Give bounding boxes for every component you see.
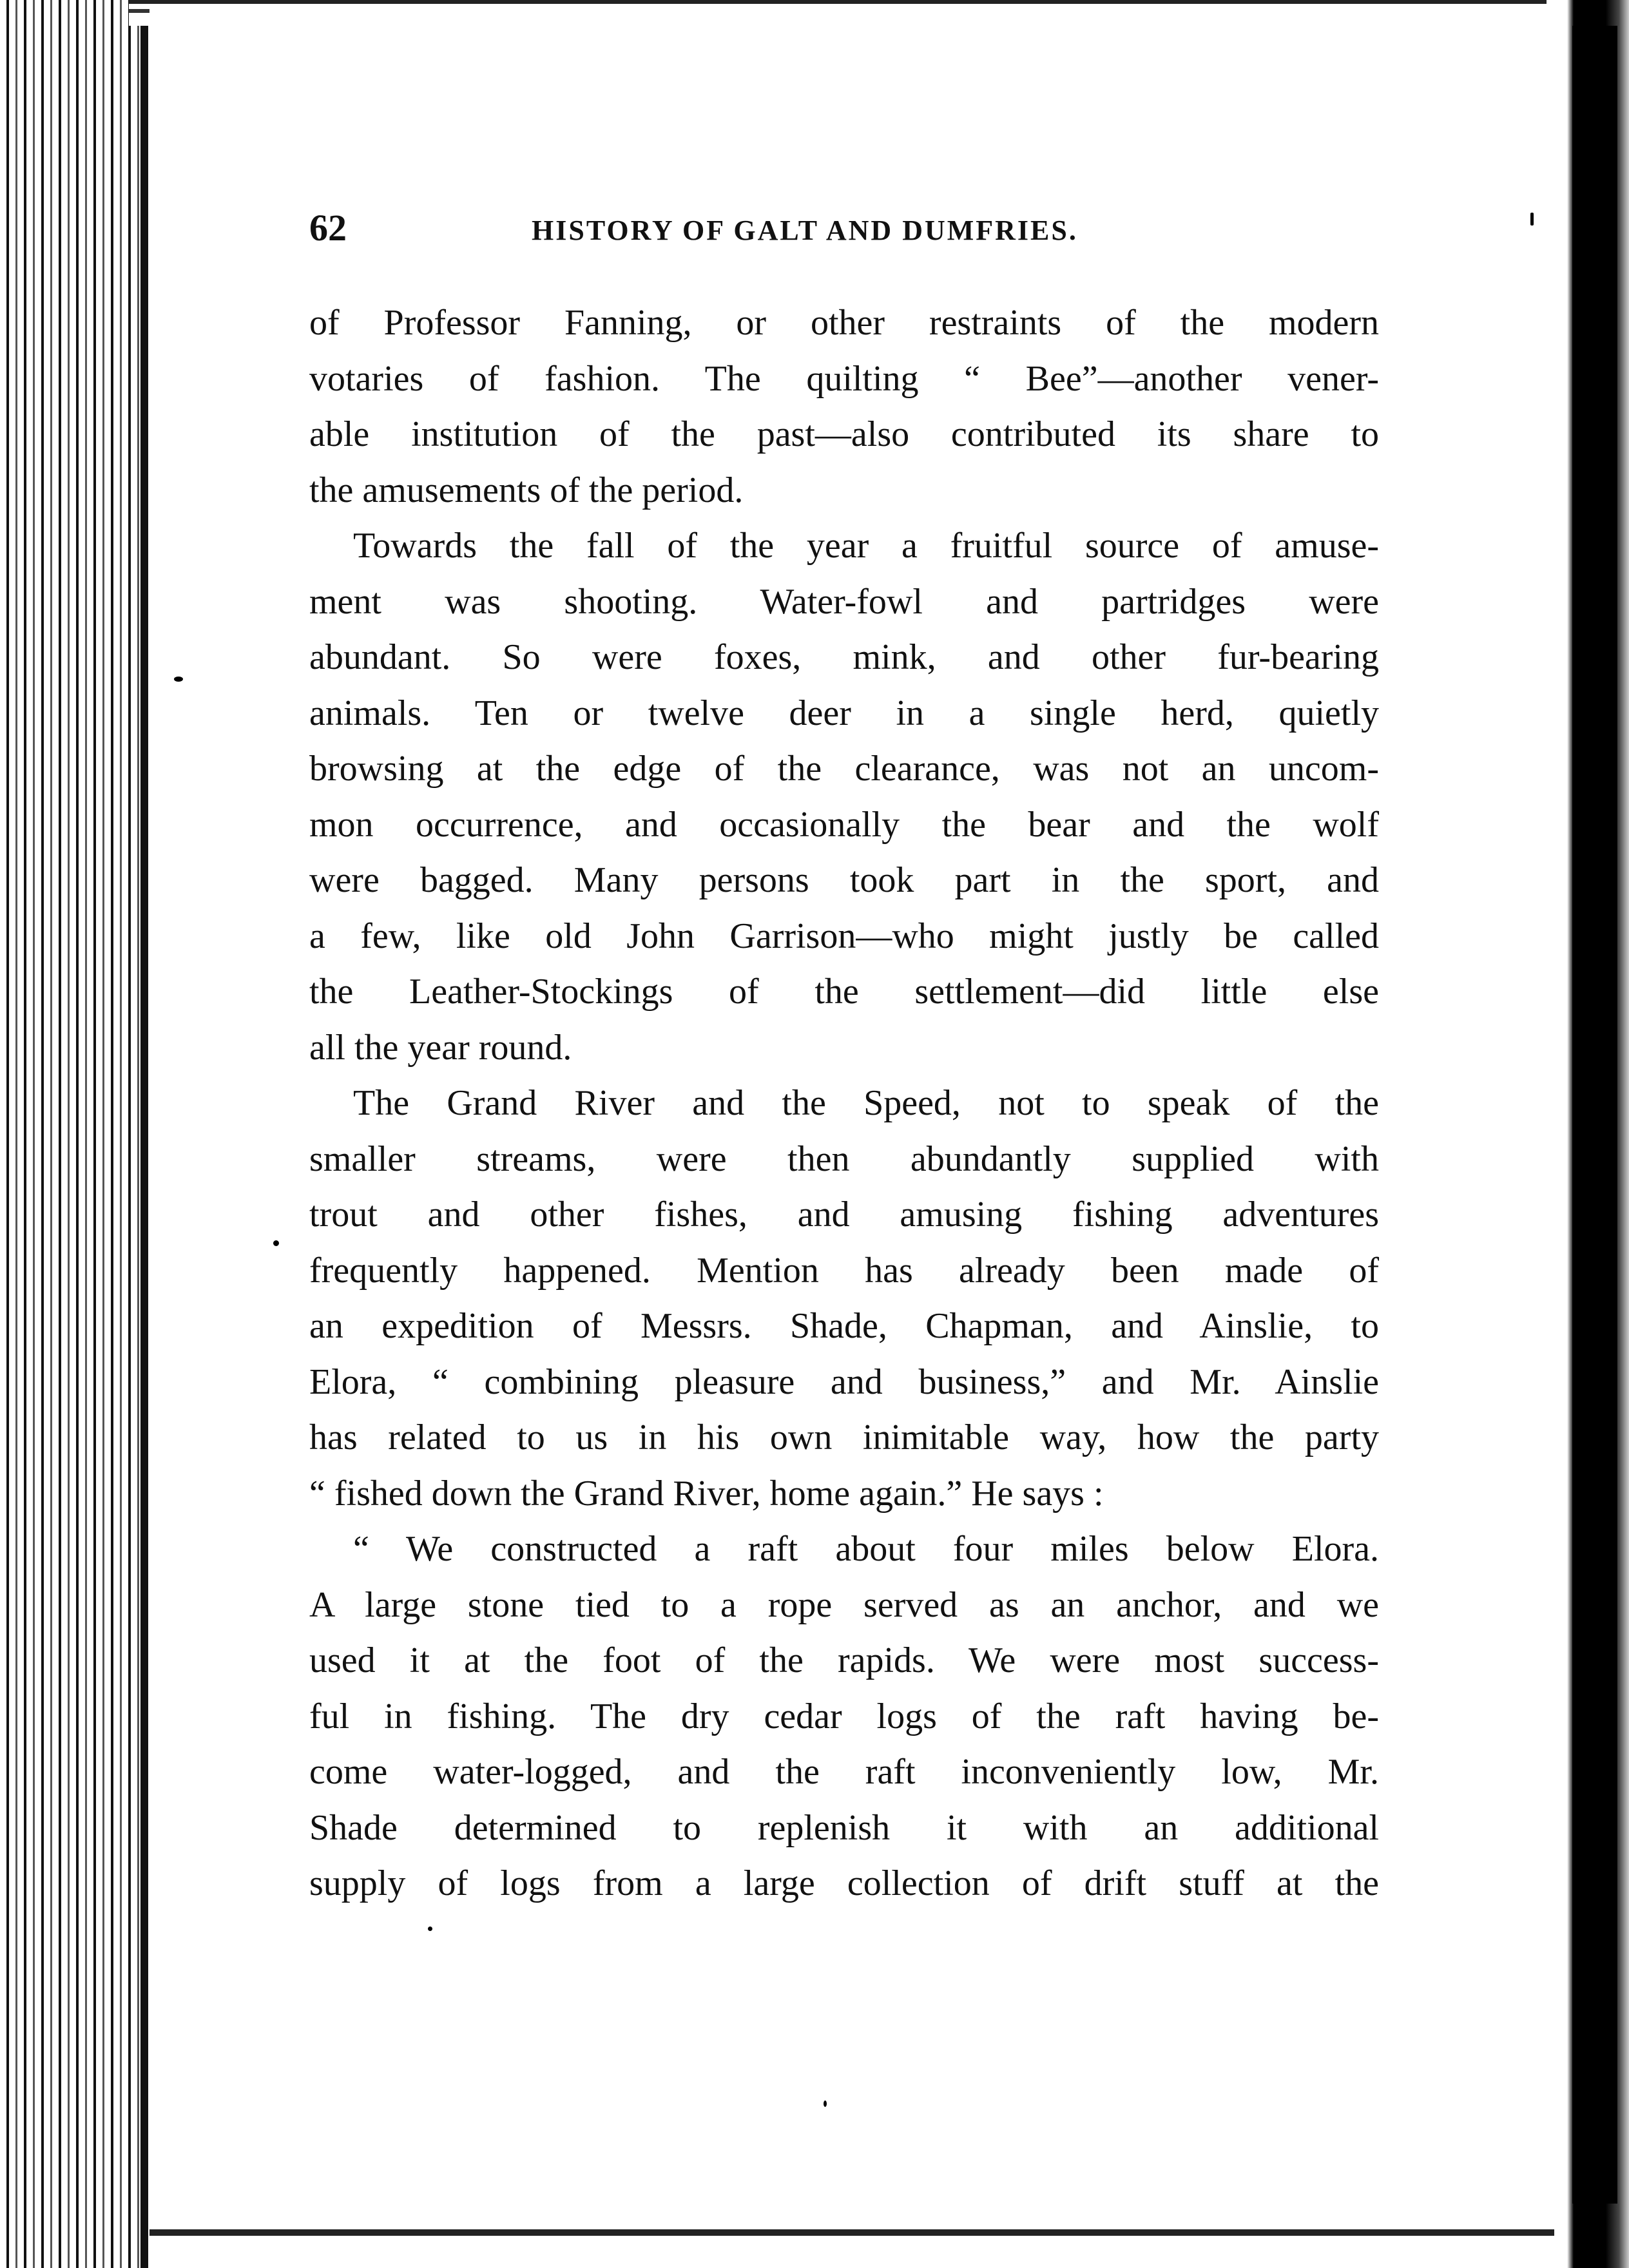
stacked-page-edges (0, 0, 148, 2268)
paragraph-first-line: Towards the fall of the year a fruitful source of amuse- (353, 526, 1379, 566)
scan-speck (824, 2100, 827, 2107)
paragraph-first-line: “ We constructed a raft about four miles below Elora. (353, 1529, 1379, 1569)
body-text (309, 295, 1379, 1912)
text-line: used it at the foot of the rapids. We were most success- (309, 1640, 1379, 1680)
text-line: browsing at the edge of the clearance, was not an uncom- (309, 749, 1379, 789)
text-line: A large stone tied to a rope served as an anchor, and we (309, 1584, 1379, 1625)
scan-speck (428, 1927, 432, 1931)
bottom-page-edge (149, 2216, 1554, 2268)
text-line: votaries of fashion. The quilting “ Bee”—another vener- (309, 358, 1379, 399)
text-line: animals. Ten or twelve deer in a single herd, quietly (309, 693, 1379, 733)
text-line: Shade determined to replenish it with an additional (309, 1807, 1379, 1848)
text-line: Elora, “ combining pleasure and business,” and Mr. Ainslie (309, 1361, 1379, 1402)
text-line: were bagged. Many persons took part in the sport, and (309, 860, 1379, 900)
paragraph-first-line: The Grand River and the Speed, not to speak of the (353, 1083, 1379, 1123)
text-line: come water-logged, and the raft inconveniently low, Mr. (309, 1752, 1379, 1792)
page-number: 62 (309, 207, 347, 249)
text-line: abundant. So were foxes, mink, and other fur-bearing (309, 637, 1379, 677)
text-line: ment was shooting. Water-fowl and partridges were (309, 581, 1379, 622)
running-head (309, 206, 1379, 258)
text-line: the Leather-Stockings of the settlement—did little else (309, 972, 1379, 1012)
scan-speck (1530, 213, 1534, 226)
text-line: has related to us in his own inimitable way, how the party (309, 1418, 1379, 1457)
text-line: all the year round. (309, 1027, 572, 1068)
text-line: trout and other fishes, and amusing fishing adventures (309, 1195, 1379, 1235)
text-line: mon occurrence, and occasionally the bear and the wolf (309, 804, 1379, 845)
text-line: able institution of the past—also contributed its share to (309, 414, 1379, 454)
text-line: the amusements of the period. (309, 470, 744, 510)
text-line: an expedition of Messrs. Shade, Chapman, and Ainslie, to (309, 1306, 1379, 1346)
scan-speck (273, 1240, 279, 1246)
running-title: HISTORY OF GALT AND DUMFRIES. (532, 215, 1078, 246)
text-line: smaller streams, were then abundantly supplied with (309, 1139, 1379, 1179)
text-line: “ fished down the Grand River, home again.” He says : (309, 1473, 1104, 1514)
scan-speck (174, 677, 183, 682)
text-line: ful in fishing. The dry cedar logs of the raft having be- (309, 1696, 1379, 1736)
text-line: of Professor Fanning, or other restraints of the modern (309, 303, 1379, 343)
text-line: supply of logs from a large collection of drift stuff at the (309, 1863, 1379, 1903)
text-line: a few, like old John Garrison—who might justly be called (309, 916, 1379, 956)
text-line: frequently happened. Mention has already been made of (309, 1250, 1379, 1291)
facing-page-shadow (1572, 26, 1617, 2204)
